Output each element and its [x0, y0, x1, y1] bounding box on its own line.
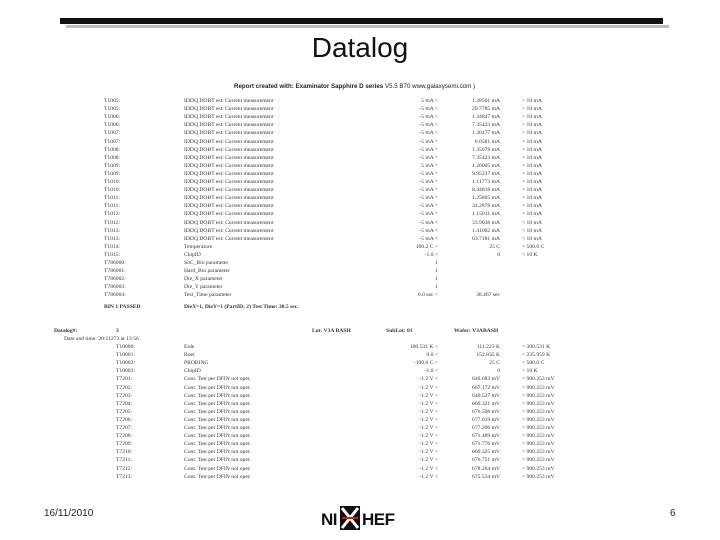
sec1-cell-test: T1012: [104, 211, 121, 218]
sec2-cell-high: < 900.253 mV [522, 449, 555, 456]
sec1-cell-test: T1013: [104, 235, 121, 242]
sec2-row [0, 416, 720, 424]
sec1-cell-high: < 500.0 C [522, 243, 545, 250]
sec2-cell-low: -100.0 C < [413, 360, 438, 367]
sec1-cell-value: 25 C [489, 243, 500, 250]
sec1-cell-desc: Die_Y parameter [184, 284, 223, 291]
bin-line-left: BIN 1 PASSED [104, 304, 141, 310]
sec1-cell-high: < 10 mA [522, 130, 542, 137]
sec2-row [0, 448, 720, 456]
logo-text-right: HEF [362, 510, 395, 529]
sec1-cell-test: T1009: [104, 170, 121, 177]
sec2-cell-value: 678.264 mV [472, 465, 500, 472]
sec1-cell-desc: IDDQ DOBT est: Current measurement [184, 219, 274, 226]
sec1-cell-test: T1005: [104, 106, 121, 113]
sec2-cell-value: 111.223 K [476, 344, 500, 350]
sec1-row [0, 170, 720, 178]
sec1-cell-value: 63.7181 mA [472, 235, 500, 242]
sec2-cell-test: T7206: [116, 416, 133, 423]
sec2-cell-test: T10003: [116, 368, 135, 375]
sec1-cell-low: -5 mA < [419, 179, 438, 185]
sec1-cell-low: 1 [435, 276, 438, 283]
sec1-row [0, 267, 720, 275]
sec1-cell-test: T1008: [104, 146, 121, 153]
sec1-cell-low: 1 [435, 284, 438, 291]
sec2-cell-value: 677.206 mV [472, 425, 500, 431]
sec1-cell-desc: IDDQ DOBT est: Current measurement [184, 106, 274, 113]
sec1-cell-test: T1011: [104, 195, 120, 202]
sec1-cell-value: 7.35423 mA [472, 154, 500, 161]
sec1-cell-high: < 10 mA [522, 98, 542, 104]
sec1-row [0, 186, 720, 194]
sec1-cell-test: T1006: [104, 114, 121, 121]
sec1-row [0, 194, 720, 202]
sec2-cell-low: -1.2 V < [419, 376, 438, 383]
sec1-cell-low: -5 mA < [419, 170, 438, 177]
sec1-cell-value: 1.30477 mA [472, 130, 500, 137]
sec2-cell-high: < 900.253 mV [522, 392, 555, 399]
sec1-cell-test: T1010: [104, 187, 121, 194]
sec2-row [0, 359, 720, 367]
sec1-cell-low: 1 [435, 268, 438, 275]
sec1-cell-test: T786000: [104, 260, 126, 266]
sec1-row [0, 227, 720, 235]
sec2-cell-desc: Cont. Test per DFIN not oper. [184, 433, 251, 440]
sec1-cell-desc: IDDQ DOBT est: Current measurement [184, 122, 274, 129]
sec2-cell-value: 676.508 mV [472, 408, 500, 415]
sec2-cell-low: -1.2 V < [419, 449, 438, 456]
sec1-cell-value: 8.0581 mA [474, 138, 500, 145]
sec2-row [0, 408, 720, 416]
sec2-cell-high: < 900.253 mV [522, 457, 555, 464]
footer [0, 497, 720, 540]
sec1-cell-value: 34.2878 mA [472, 203, 500, 210]
sec2-cell-value: 677.619 mV [472, 416, 500, 423]
sec1-cell-test: T1015: [104, 251, 121, 258]
report-header-bold: Report created with: Examinator Sapphire D series [234, 83, 384, 90]
sublot-label: SubLot: 01 [386, 328, 413, 334]
sec2-cell-desc: Cont. Test per DFIN not oper. [184, 392, 251, 399]
sec1-cell-desc: IDDQ DOBT est: Current measurement [184, 162, 274, 169]
sec2-row [0, 384, 720, 392]
sec1-cell-low: -5 mA < [419, 122, 438, 129]
sec2-cell-low: 100.531 K < [409, 344, 438, 350]
sec2-cell-low: -1.0 < [424, 368, 438, 375]
sec1-cell-test: T1011: [104, 203, 120, 210]
sec1-cell-value: 1.11773 mA [472, 179, 500, 185]
sec2-row [0, 456, 720, 464]
sec2-cell-desc: Cont. Test per DFIN not oper. [184, 465, 251, 472]
sec2-cell-high: < 235.959 K [522, 352, 551, 359]
sec2-cell-value: 640.683 mV [472, 376, 500, 383]
sec1-row [0, 291, 720, 299]
sec2-cell-high: < 900.253 mV [522, 416, 555, 423]
sec2-row [0, 343, 720, 351]
sec1-row [0, 243, 720, 251]
sec1-cell-low: -5 mA < [419, 219, 438, 226]
sec1-cell-desc: IDDQ DOBT est: Current measurement [184, 211, 274, 218]
sec2-row [0, 473, 720, 481]
sec1-row [0, 162, 720, 170]
sec2-row [0, 351, 720, 359]
sec2-cell-value: 671.776 mV [472, 441, 500, 448]
sec1-cell-low: 1 [435, 260, 438, 266]
sec1-row [0, 113, 720, 121]
sec2-cell-desc: Cont. Test per DFIN not oper. [184, 425, 251, 431]
sec1-cell-desc: IDDQ DOBT est: Current measurement [184, 187, 274, 194]
sec2-row [0, 375, 720, 383]
sec2-cell-desc: Cont. Test per DFIN not oper. [184, 384, 251, 391]
nikhef-logo [318, 503, 398, 533]
sec2-row [0, 465, 720, 473]
sec2-cell-value: 0 [497, 368, 500, 375]
sec2-cell-desc: Cont. Test per DFIN not oper. [184, 457, 251, 464]
sec1-cell-value: 29.7785 mA [472, 106, 500, 113]
lot-label: Lot: V3A BASH [312, 328, 351, 334]
sec2-cell-value: 671.489 mV [472, 433, 500, 440]
sec1-cell-high: < 10 mA [522, 195, 542, 202]
sec2-cell-desc: Cont. Test per DFIN not oper. [184, 408, 251, 415]
sec1-cell-desc: Test_Time parameter [184, 292, 232, 299]
sec2-cell-test: T7209: [116, 441, 133, 448]
sec1-cell-desc: IDDQ DOBT est: Current measurement [184, 138, 274, 145]
sec1-cell-low: -5 mA < [419, 154, 438, 161]
sec2-cell-low: -1.2 V < [419, 457, 438, 464]
sec1-row [0, 210, 720, 218]
sec1-row [0, 259, 720, 267]
sec1-cell-high: < 10 mA [522, 203, 542, 210]
sec1-cell-high: < 10 mA [522, 146, 542, 153]
sec2-row [0, 440, 720, 448]
sec2-cell-test: T7204: [116, 400, 133, 407]
datalog-number: 3 [116, 328, 119, 334]
sec2-cell-low: -1.2 V < [419, 425, 438, 431]
sec1-cell-low: -5 mA < [419, 106, 438, 113]
sec1-cell-low: -5 mA < [419, 130, 438, 137]
sec2-cell-test: T7201: [116, 376, 133, 383]
sec1-cell-test: T786004: [104, 292, 126, 299]
slide-title: Datalog [311, 32, 409, 63]
sec2-cell-low: -1.2 V < [419, 400, 438, 407]
sec1-row [0, 146, 720, 154]
sec1-cell-high: < 10 mA [522, 235, 542, 242]
sec1-cell-low: -5 mA < [419, 195, 438, 202]
sec1-cell-low: -5 mA < [419, 227, 438, 234]
sec1-cell-low: -5 mA < [419, 114, 438, 121]
sec2-cell-test: T10000: [116, 344, 135, 350]
sec1-cell-high: < 10 mA [522, 138, 542, 145]
sec1-cell-low: -5 mA < [419, 203, 438, 210]
sec1-cell-desc: SoC_Bin parameter [184, 260, 229, 266]
sec2-cell-high: < 900.253 mV [522, 408, 555, 415]
logo-k-mark [340, 506, 360, 530]
bin-line-right: DieX=1, DieY=1 (PartID: 2) Test Time: 38.5 sec. [184, 304, 299, 310]
sec1-cell-low: -5 mA < [419, 187, 438, 194]
sec2-cell-desc: Cont. Test per DFIN not oper. [184, 473, 251, 480]
wafer-label: Wafer: V3ABASH [454, 328, 499, 334]
sec1-cell-value: 1.25805 mA [472, 195, 500, 202]
sec1-cell-value: 1.28501 mA [472, 98, 500, 104]
sec2-cell-low: -1.2 V < [419, 384, 438, 391]
sec2-cell-low: -1.2 V < [419, 408, 438, 415]
sec1-row [0, 251, 720, 259]
sec1-row [0, 202, 720, 210]
sec1-cell-low: 5 mA < [421, 98, 438, 104]
sec2-cell-test: T7205: [116, 408, 133, 415]
sec2-cell-value: 660.321 mV [472, 400, 500, 407]
sec1-cell-desc: IDDQ DOBT est: Current measurement [184, 203, 274, 210]
sec2-cell-desc: Cont. Test per DFIN not oper. [184, 416, 251, 423]
sec2-cell-desc: Cont. Test per DFIN not oper. [184, 441, 251, 448]
sec2-cell-value: 640.537 mV [472, 392, 500, 399]
sec1-cell-low: 5 mA < [421, 162, 438, 169]
sec1-cell-desc: IDDQ DOBT est: Current measurement [184, 227, 274, 234]
sec1-cell-high: < 10 mA [522, 211, 542, 218]
sec1-cell-high: < 10 mA [522, 154, 542, 161]
sec1-cell-desc: IDDQ DOBT est: Current measurement [184, 235, 274, 242]
sec2-cell-high: < 900.253 mV [522, 433, 555, 440]
sec1-cell-test: T1012: [104, 219, 121, 226]
sec2-cell-value: 676.751 mV [472, 457, 500, 464]
sec2-cell-low: -1.2 V < [419, 416, 438, 423]
sec1-cell-high: < 10 mA [522, 106, 542, 113]
sec1-cell-test: T1013: [104, 227, 121, 234]
sec1-cell-test: T1009: [104, 162, 121, 169]
sec1-cell-value: 38.467 sec [476, 292, 500, 299]
sec1-cell-test: T1005: [104, 98, 121, 104]
sec1-cell-low: -1.0 < [424, 251, 438, 258]
sec1-cell-high: < 10 K [522, 251, 538, 258]
sec2-cell-high: < 900.253 mV [522, 441, 555, 448]
sec1-row [0, 154, 720, 162]
top-rule-shadow [66, 25, 669, 28]
sec2-cell-desc: Boer [184, 352, 195, 359]
sec2-cell-low: -1.2 V < [419, 433, 438, 440]
sec2-cell-desc: ChipID [184, 368, 201, 375]
sec2-cell-test: T7207: [116, 425, 133, 431]
sec2-cell-test: T7212: [116, 465, 133, 472]
sec2-cell-test: T10002: [116, 360, 135, 367]
sec1-cell-desc: Temperature [184, 243, 213, 250]
sec2-cell-low: -1.2 V < [419, 392, 438, 399]
sec2-cell-desc: Cont. Test per DFIN not oper. [184, 449, 251, 456]
sec1-cell-test: T1010: [104, 179, 121, 185]
sec2-cell-desc: Eide [184, 344, 195, 350]
report-header [234, 83, 475, 90]
sec1-cell-value: 33.9038 mA [472, 219, 500, 226]
sec1-cell-test: T1007: [104, 138, 121, 145]
datalog-number-label: Datalog#: [54, 328, 78, 334]
sec1-row [0, 97, 720, 105]
sec1-cell-low: -5 mA < [419, 146, 438, 153]
sec1-row [0, 235, 720, 243]
sec2-cell-high: < 900.253 mV [522, 400, 555, 407]
sec2-cell-desc: PROBING [184, 360, 209, 367]
sec1-row [0, 121, 720, 129]
sec1-cell-high: < 10 mA [522, 227, 542, 234]
logo-text-left: NI [321, 510, 337, 529]
sec1-cell-test: T786003: [104, 284, 126, 291]
sec2-cell-test: T7213: [116, 473, 133, 480]
sec2-cell-high: < 300.531 K [522, 344, 551, 350]
sec2-cell-low: 0.0 < [426, 352, 438, 359]
sec1-cell-desc: IDDQ DOBT est: Current measurement [184, 130, 274, 137]
sec1-cell-value: 9.95237 mA [472, 170, 500, 177]
sec2-cell-high: < 900.253 mV [522, 384, 555, 391]
sec1-row [0, 219, 720, 227]
sec1-row [0, 105, 720, 113]
sec2-row [0, 400, 720, 408]
sec1-cell-desc: Die_X parameter [184, 276, 223, 283]
sec1-cell-desc: IDDQ DOBT est: Current measurement [184, 98, 274, 104]
sec2-row [0, 392, 720, 400]
sec1-cell-desc: ChipID [184, 251, 201, 258]
sec1-cell-value: 7.35433 mA [472, 122, 500, 129]
sec1-cell-test: T1008: [104, 154, 121, 161]
sec2-cell-low: -1.2 V < [419, 465, 438, 472]
sec2-cell-test: T7203: [116, 392, 133, 399]
sec2-cell-high: < 10 K [522, 368, 538, 375]
sec1-cell-low: 0.0 sec < [417, 292, 438, 299]
date-time-line: Date and time: 20:11273 at 13:56 [64, 336, 139, 342]
sec1-cell-high: < 10 mA [522, 179, 542, 185]
sec1-cell-test: T1014: [104, 243, 121, 250]
sec2-cell-test: T10001: [116, 352, 135, 359]
footer-date: 16/11/2010 [44, 508, 94, 519]
sec1-cell-high: < 10 mA [522, 162, 542, 169]
sec1-row [0, 138, 720, 146]
sec1-cell-high: < 10 mA [522, 187, 542, 194]
sec1-cell-test: T1007: [104, 130, 121, 137]
sec1-cell-desc: IDDQ DOBT est: Current measurement [184, 114, 274, 121]
sec1-row [0, 283, 720, 291]
sec1-cell-high: < 10 mA [522, 114, 542, 121]
sec2-cell-value: 667.172 mV [472, 384, 500, 391]
sec2-cell-value: 660.325 mV [472, 449, 500, 456]
sec2-cell-desc: Cont. Test per DFIN not oper. [184, 376, 251, 383]
sec2-cell-low: -1.2 V < [419, 441, 438, 448]
sec1-cell-desc: IDDQ DOBT est: Current measurement [184, 195, 274, 202]
sec2-cell-high: < 900.253 mV [522, 473, 555, 480]
sec1-cell-low: -5 mA < [419, 138, 438, 145]
sec1-cell-low: -5 mA < [419, 235, 438, 242]
sec1-cell-value: 1.15011 mA [472, 211, 500, 218]
sec1-cell-desc: IDDQ DOBT est: Current measurement [184, 146, 274, 153]
sec1-cell-value: 1.41002 mA [472, 227, 500, 234]
sec2-cell-test: T7202: [116, 384, 133, 391]
sec1-cell-value: 1.35078 mA [472, 146, 500, 153]
sec1-cell-low: -5 mA < [419, 211, 438, 218]
sec2-cell-high: < 900.253 mV [522, 465, 555, 472]
sec2-cell-value: 25 C [489, 360, 500, 367]
sec1-cell-low: 100.2 C < [415, 243, 438, 250]
sec1-cell-value: 1.26005 mA [472, 162, 500, 169]
sec1-row [0, 129, 720, 137]
sec1-cell-desc: IDDQ DOBT est: Current measurement [184, 154, 274, 161]
sec1-row [0, 275, 720, 283]
sec2-row [0, 424, 720, 432]
top-rule [60, 18, 663, 24]
sec2-cell-value: 675.534 mV [472, 473, 500, 480]
sec1-cell-test: T786002: [104, 276, 126, 283]
sec1-cell-test: T1006: [104, 122, 121, 129]
sec2-cell-desc: Cont. Test per DFIN not oper. [184, 400, 251, 407]
page-number: 6 [670, 508, 676, 519]
sec2-cell-test: T7208: [116, 433, 133, 440]
sec2-cell-high: < 500.0 C [522, 360, 545, 367]
sec2-row [0, 432, 720, 440]
sec1-cell-high: < 10 mA [522, 122, 542, 129]
sec1-cell-value: 0 [497, 251, 500, 258]
sec1-cell-value: 8.44818 mA [472, 187, 500, 194]
report-header-rest: V5.5 B70 www.galaxysemi.com ) [383, 83, 476, 90]
sec1-cell-value: 1.34847 mA [472, 114, 500, 121]
sec1-row [0, 178, 720, 186]
sec1-cell-high: < 10 mA [522, 219, 542, 226]
sec2-cell-test: T7210: [116, 449, 133, 456]
sec1-cell-desc: Hard_Bin parameter [184, 268, 230, 275]
sec1-cell-high: < 10 mA [522, 170, 542, 177]
sec2-cell-high: < 900.253 mV [522, 425, 555, 431]
sec1-cell-desc: IDDQ DOBT est: Current measurement [184, 179, 274, 185]
sec2-cell-value: 152.835 K [476, 352, 500, 359]
sec2-cell-low: -1.2 V < [419, 473, 438, 480]
sec1-cell-test: T786001: [104, 268, 126, 275]
sec2-cell-test: T7211: [116, 457, 132, 464]
sec2-row [0, 367, 720, 375]
sec2-cell-high: < 900.253 mV [522, 376, 555, 383]
sec1-cell-desc: IDDQ DOBT est: Current measurement [184, 170, 274, 177]
